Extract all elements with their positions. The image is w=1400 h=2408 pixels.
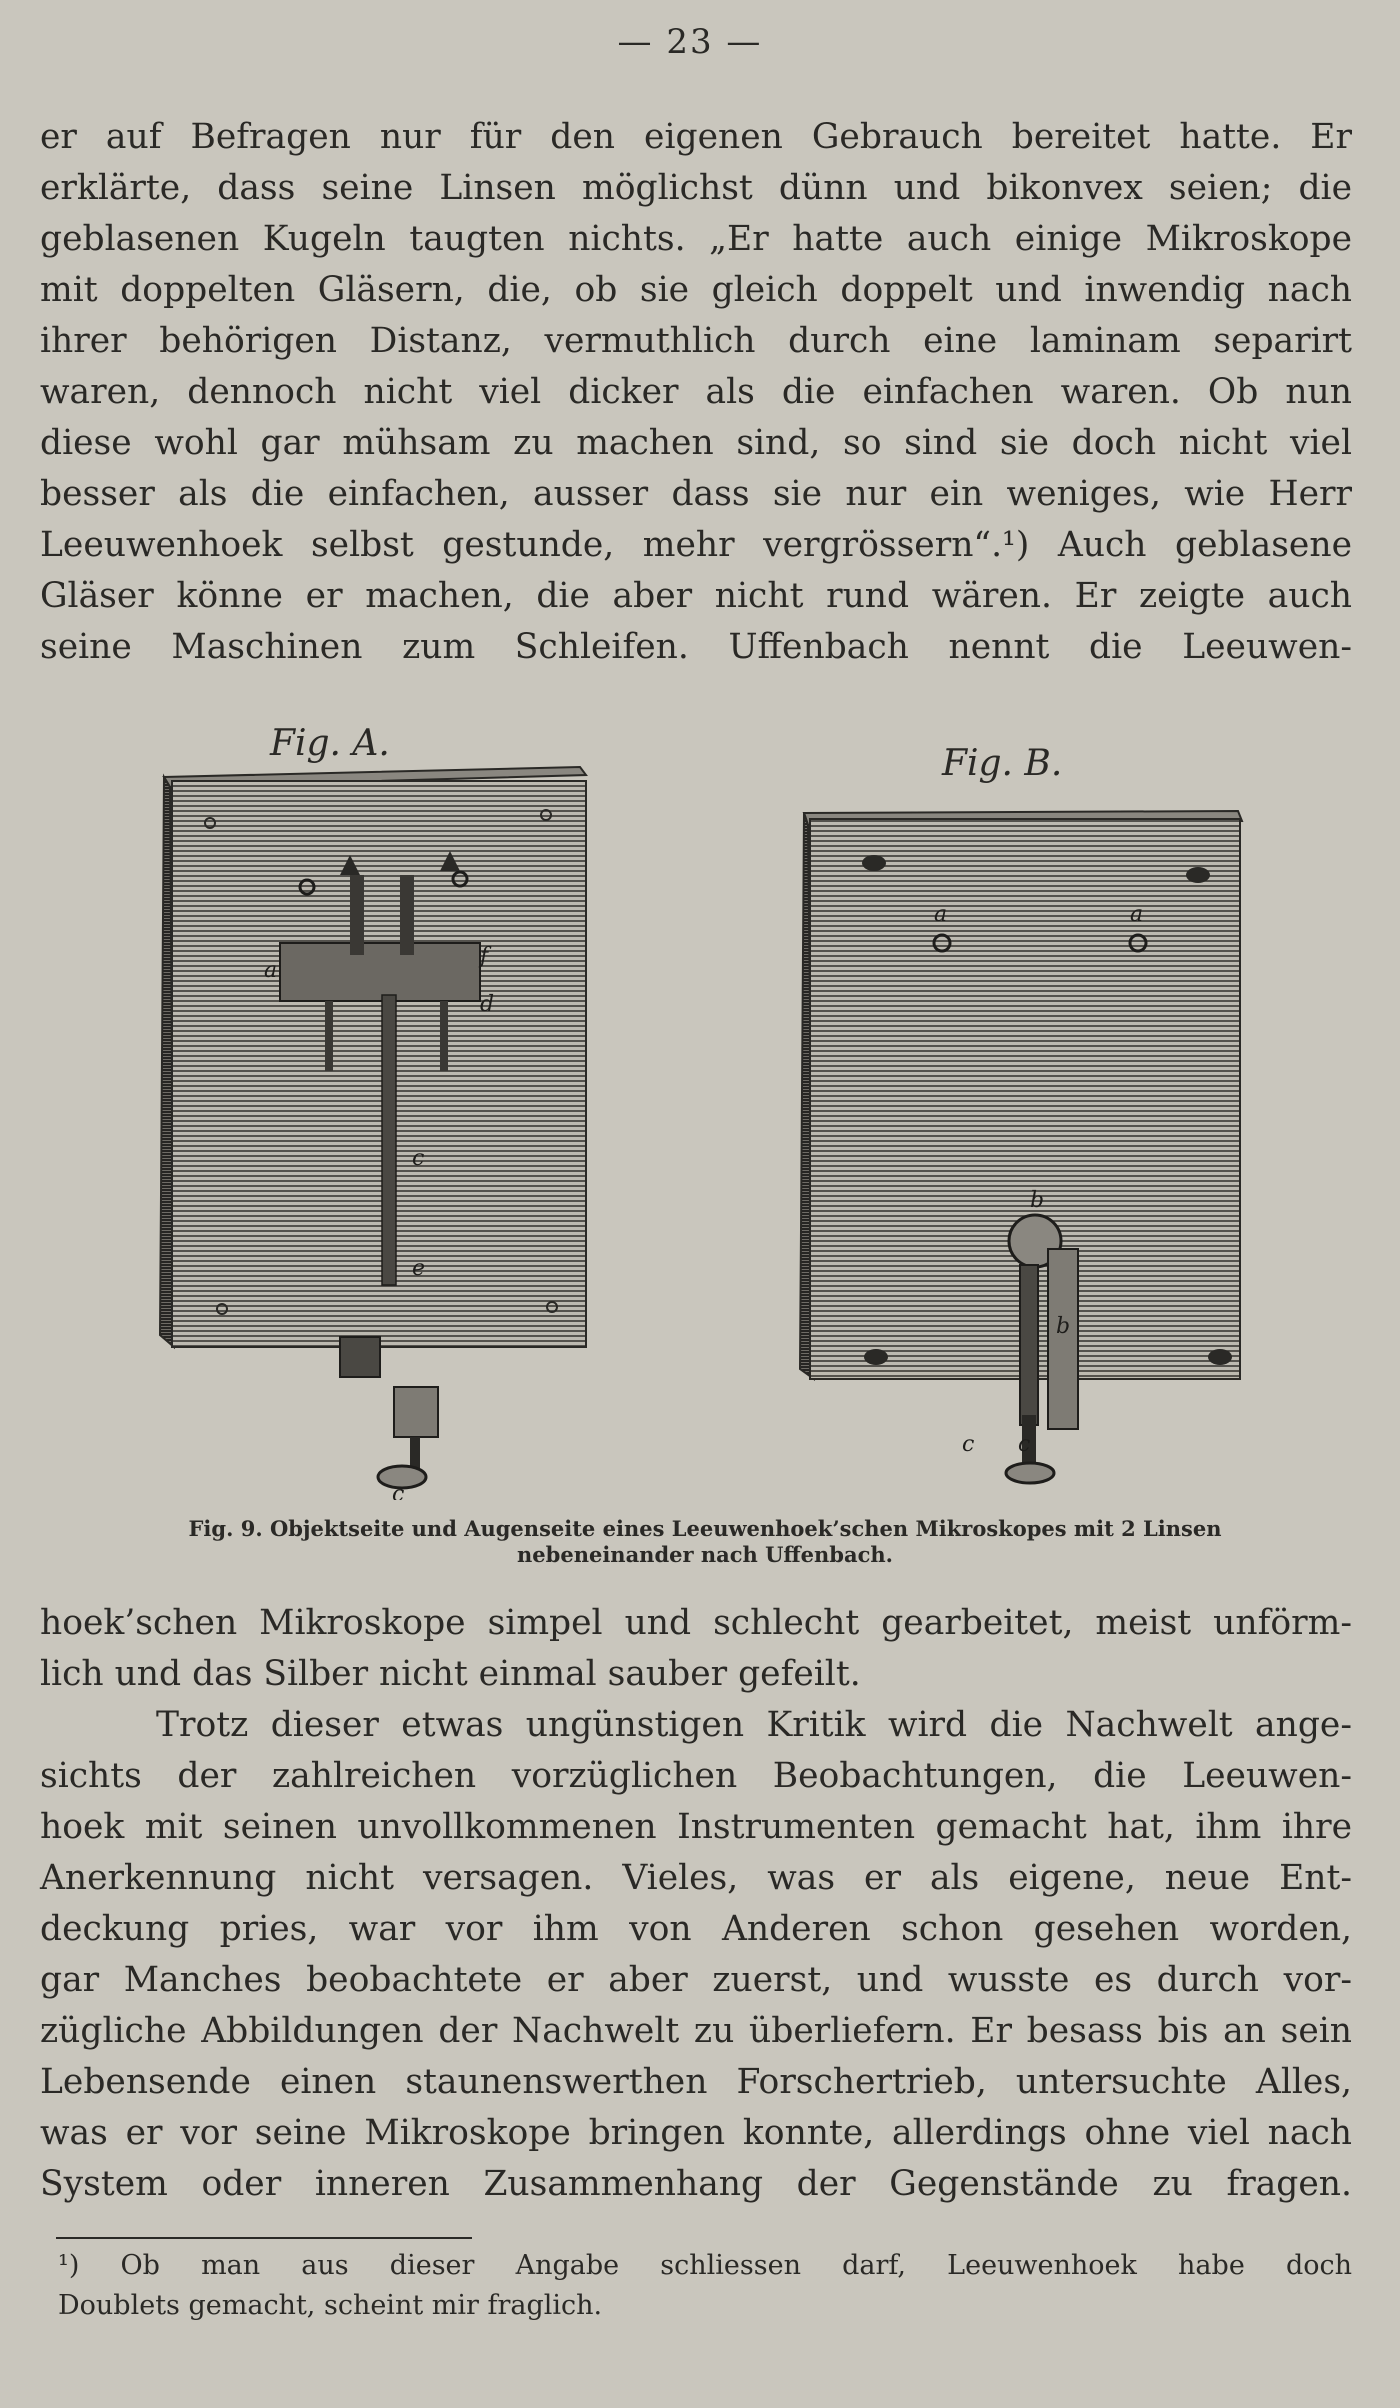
text-line: Trotz dieser etwas ungünstigen Kritik wird die Nachwelt ange-: [156, 1705, 1352, 1745]
text-line: waren, dennoch nicht viel dicker als die einfachen waren. Ob nun: [40, 372, 1352, 412]
text-line: er auf Befragen nur für den eigenen Gebrauch bereitet hatte. Er: [40, 117, 1352, 157]
label-b2: b: [1056, 1314, 1071, 1339]
text-line: Anerkennung nicht versagen. Vieles, was er als eigene, neue Ent-: [40, 1858, 1352, 1898]
caption-line: Fig. 9. Objektseite und Augenseite eines Leeuwenhoek’schen Mikroskopes mit 2 Linsen: [188, 1516, 1222, 1541]
footnote-line: ¹) Ob man aus dieser Angabe schliessen darf, Leeuwenhoek habe doch: [58, 2250, 1352, 2281]
text-line: Lebensende einen staunenswerthen Forschertrieb, untersuchte Alles,: [40, 2062, 1352, 2102]
label-c2: c: [1018, 1432, 1031, 1457]
text-line: geblasenen Kugeln taugten nichts. „Er hatte auch einige Mikroskope: [40, 219, 1352, 259]
text-line: gar Manches beobachtete er aber zuerst, und wusste es durch vor-: [40, 1960, 1352, 2000]
label-c2: c: [392, 1482, 405, 1500]
text-line: hoek mit seinen unvollkommenen Instrumenten gemacht hat, ihm ihre: [40, 1807, 1352, 1847]
label-b1: b: [1030, 1188, 1045, 1213]
text-line: diese wohl gar mühsam zu machen sind, so sind sie doch nicht viel: [40, 423, 1352, 463]
text-line: Gläser könne er machen, die aber nicht rund wären. Er zeigte auch: [40, 576, 1352, 616]
text-line: ihrer behörigen Distanz, vermuthlich durch eine laminam separirt: [40, 321, 1352, 361]
text-line: besser als die einfachen, ausser dass sie nur ein weniges, wie Herr: [40, 474, 1352, 514]
footnote-divider: [56, 2237, 472, 2239]
text-line: zügliche Abbildungen der Nachwelt zu überliefern. Er besass bis an sein: [40, 2011, 1352, 2051]
text-line: erklärte, dass seine Linsen möglichst dünn und bikonvex seien; die: [40, 168, 1352, 208]
label-f: f: [480, 944, 489, 969]
plate-a: [160, 767, 586, 1500]
text-line: sichts der zahlreichen vorzüglichen Beobachtungen, die Leeuwen-: [40, 1756, 1352, 1796]
text-line: System oder inneren Zusammenhang der Gegenstände zu fragen.: [40, 2164, 1352, 2204]
text-line: deckung pries, war vor ihm von Anderen schon gesehen worden,: [40, 1909, 1352, 1949]
footnote: [58, 2246, 1352, 2326]
top-paragraph: [40, 112, 1352, 673]
microscope-figure: [150, 715, 1260, 1500]
text-line: seine Maschinen zum Schleifen. Uffenbach nennt die Leeuwen-: [40, 627, 1352, 667]
page-number: — 23 —: [617, 22, 763, 62]
text-line: Leeuwenhoek selbst gestunde, mehr vergrössern“.¹) Auch geblasene: [40, 525, 1352, 565]
caption-line: nebeneinander nach Uffenbach.: [517, 1542, 893, 1567]
label-a2: a: [1130, 902, 1144, 927]
label-c1: c: [962, 1432, 975, 1457]
fig-b-label: Fig. B.: [942, 743, 1063, 784]
footnote-line: Doublets gemacht, scheint mir fraglich.: [58, 2290, 603, 2321]
label-e: e: [412, 1256, 426, 1281]
label-a1: a: [934, 902, 948, 927]
label-c: c: [412, 1146, 425, 1171]
text-line: mit doppelten Gläsern, die, ob sie gleich doppelt und inwendig nach: [40, 270, 1352, 310]
label-d: d: [480, 992, 495, 1017]
fig-a-label: Fig. A.: [270, 723, 390, 764]
bottom-paragraphs: [40, 1598, 1352, 2210]
plate-b: [800, 811, 1242, 1483]
figure-caption: [80, 1516, 1330, 1568]
text-line: lich und das Silber nicht einmal sauber gefeilt.: [40, 1654, 861, 1694]
text-line: was er vor seine Mikroskope bringen konnte, allerdings ohne viel nach: [40, 2113, 1352, 2153]
label-a: a: [264, 958, 278, 983]
text-line: hoek’schen Mikroskope simpel und schlecht gearbeitet, meist unförm-: [40, 1603, 1352, 1643]
